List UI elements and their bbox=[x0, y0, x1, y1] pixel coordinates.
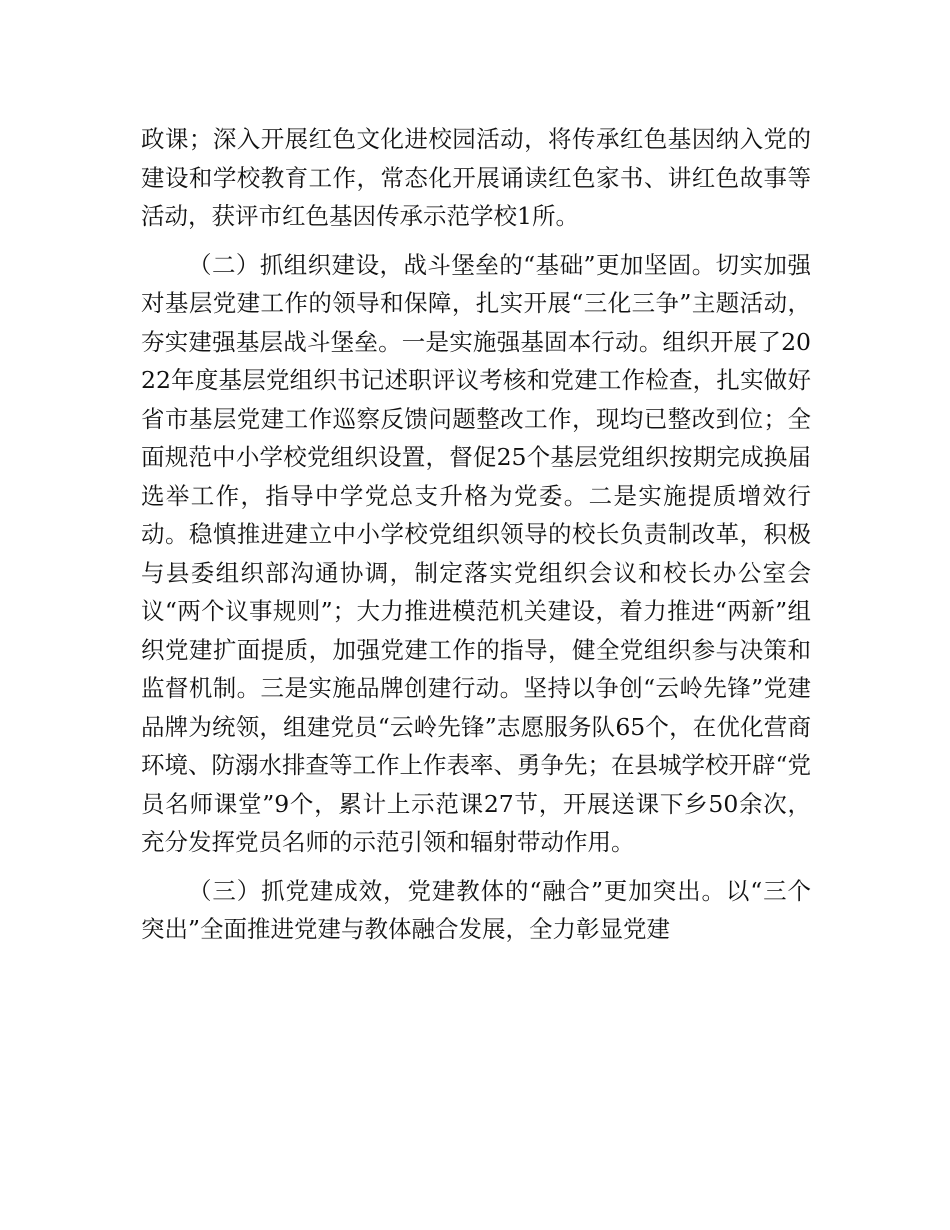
paragraph-party-building-results: （三）抓党建成效，党建教体的“融合”更加突出。以“三个突出”全面推进党建与教体融合发展，全力彰显党建 bbox=[141, 876, 811, 943]
paragraph-organization-building: （二）抓组织建设，战斗堡垒的“基础”更加坚固。切实加强对基层党建工作的领导和保障，扎实开展“三化三争”主题活动，夯实建强基层战斗堡垒。一是实施强基固本行动。组织开展了2022年度基层党组织书记述职评议考核和党建工作检查，扎实做好省市基层党建工作巡察反馈问题整改工作，现均已整改到位；全面规范中小学校党组织设置，督促25个基层党组织按期完成换届选举工作，指导中学党总支升格为党委。二是实施提质增效行动。稳慎推进建立中小学校党组织领导的校长负责制改革，积极与县委组织部沟通协调，制定落实党组织会议和校长办公室会议“两个议事规则”；大力推进模范机关建设，着力推进“两新”组织党建扩面提质，加强党建工作的指导，健全党组织参与决策和监督机制。三是实施品牌创建行动。坚持以争创“云岭先锋”党建品牌为统领，组建党员“云岭先锋”志愿服务队65个，在优化营商环境、防溺水排查等工作上作表率、勇争先；在县城学校开辟“党员名师课堂”9个，累计上示范课27节，开展送课下乡50余次，充分发挥党员名师的示范引领和辐射带动作用。 bbox=[141, 250, 812, 856]
document-body bbox=[141, 120, 811, 959]
paragraph-continuation: 政课；深入开展红色文化进校园活动，将传承红色基因纳入党的建设和学校教育工作，常态化开展诵读红色家书、讲红色故事等活动，获评市红色基因传承示范学校1所。 bbox=[141, 125, 811, 230]
